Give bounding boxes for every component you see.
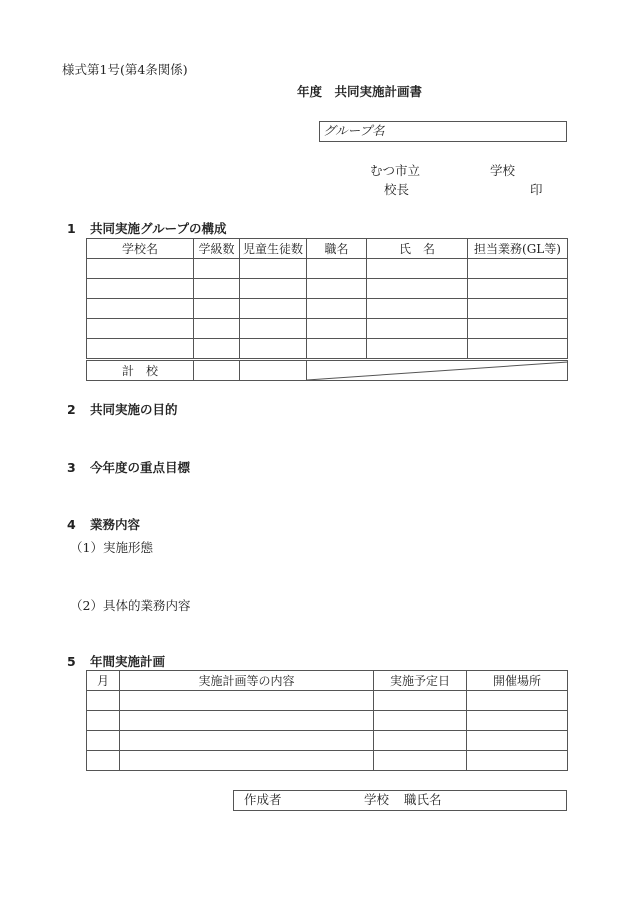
section-5-heading: 年間実施計画: [90, 654, 166, 669]
cell[interactable]: [194, 319, 240, 339]
author-school-label: 学校: [364, 792, 390, 807]
table-row: [87, 299, 568, 319]
group-name-field[interactable]: [319, 121, 567, 142]
cell[interactable]: [240, 299, 307, 319]
cell[interactable]: [240, 279, 307, 299]
section-1-number: 1: [67, 221, 76, 236]
cell[interactable]: [467, 751, 568, 771]
cell[interactable]: [87, 751, 120, 771]
cell[interactable]: [194, 299, 240, 319]
cell[interactable]: [467, 731, 568, 751]
section-5-number: 5: [67, 654, 76, 669]
cell[interactable]: [367, 279, 468, 299]
cell[interactable]: [194, 360, 240, 381]
diagonal-line: [307, 361, 568, 381]
header-cell: 開催場所: [467, 671, 568, 691]
subsection-2: （2）具体的業務内容: [70, 598, 191, 613]
section-3-number: 3: [67, 460, 76, 475]
total-row: [87, 360, 568, 381]
cell[interactable]: [367, 299, 468, 319]
cell[interactable]: [467, 691, 568, 711]
section-1-heading: 共同実施グループの構成: [90, 221, 227, 236]
cell[interactable]: [367, 319, 468, 339]
table-row: [87, 731, 568, 751]
table-header-row: [87, 239, 568, 259]
cell[interactable]: [87, 299, 194, 319]
cell[interactable]: [468, 339, 568, 360]
cell[interactable]: [87, 319, 194, 339]
header-cell: 学級数: [194, 239, 240, 259]
cell[interactable]: [194, 279, 240, 299]
cell[interactable]: [374, 731, 467, 751]
principal-label: 校長: [384, 182, 410, 197]
cell[interactable]: [468, 319, 568, 339]
cell[interactable]: [240, 259, 307, 279]
cell[interactable]: [87, 731, 120, 751]
table-row: [87, 339, 568, 360]
annual-plan-table: [86, 670, 568, 771]
subsection-1: （1）実施形態: [70, 540, 153, 555]
form-number: 様式第1号(第4条関係): [62, 62, 188, 77]
section-4-heading: 業務内容: [90, 517, 141, 532]
crossed-out-cell: [307, 360, 568, 381]
table-header-row: [87, 671, 568, 691]
cell[interactable]: [307, 319, 367, 339]
document-title: 年度 共同実施計画書: [297, 84, 423, 99]
cell[interactable]: [374, 711, 467, 731]
cell[interactable]: [468, 279, 568, 299]
cell[interactable]: [87, 279, 194, 299]
cell[interactable]: [240, 319, 307, 339]
author-position-label: 職氏名: [404, 792, 442, 807]
header-cell: 職名: [307, 239, 367, 259]
cell[interactable]: [467, 711, 568, 731]
cell[interactable]: [240, 339, 307, 360]
header-cell: 実施予定日: [374, 671, 467, 691]
header-cell: 学校名: [87, 239, 194, 259]
header-cell: 児童生徒数: [240, 239, 307, 259]
school-suffix: 学校: [490, 163, 516, 178]
cell[interactable]: [87, 691, 120, 711]
cell[interactable]: [120, 711, 374, 731]
cell[interactable]: [374, 751, 467, 771]
cell[interactable]: [120, 751, 374, 771]
cell[interactable]: [87, 711, 120, 731]
group-composition-table: [86, 238, 568, 381]
section-3-heading: 今年度の重点目標: [90, 460, 191, 475]
table-row: [87, 711, 568, 731]
table-row: [87, 691, 568, 711]
header-cell: 氏 名: [367, 239, 468, 259]
cell[interactable]: [468, 259, 568, 279]
cell[interactable]: [87, 259, 194, 279]
cell[interactable]: [87, 339, 194, 360]
cell[interactable]: [307, 339, 367, 360]
header-cell: 実施計画等の内容: [120, 671, 374, 691]
cell[interactable]: [307, 279, 367, 299]
table-row: [87, 319, 568, 339]
author-label: 作成者: [244, 792, 282, 807]
cell[interactable]: [374, 691, 467, 711]
section-2-heading: 共同実施の目的: [90, 402, 178, 417]
section-4-number: 4: [67, 517, 76, 532]
school-prefix: むつ市立: [370, 163, 421, 178]
header-cell: 月: [87, 671, 120, 691]
header-cell: 担当業務(GL等): [468, 239, 568, 259]
cell[interactable]: [307, 259, 367, 279]
cell[interactable]: [194, 259, 240, 279]
cell[interactable]: [120, 691, 374, 711]
cell[interactable]: [194, 339, 240, 360]
cell[interactable]: [468, 299, 568, 319]
table-row: [87, 259, 568, 279]
group-name-label: グループ名: [323, 123, 385, 138]
cell[interactable]: [367, 339, 468, 360]
total-label: 計 校: [87, 360, 194, 381]
seal-label: 印: [530, 182, 543, 197]
table-row: [87, 279, 568, 299]
cell[interactable]: [367, 259, 468, 279]
author-field[interactable]: [233, 790, 567, 811]
cell[interactable]: [307, 299, 367, 319]
cell[interactable]: [240, 360, 307, 381]
cell[interactable]: [120, 731, 374, 751]
table-row: [87, 751, 568, 771]
section-2-number: 2: [67, 402, 76, 417]
